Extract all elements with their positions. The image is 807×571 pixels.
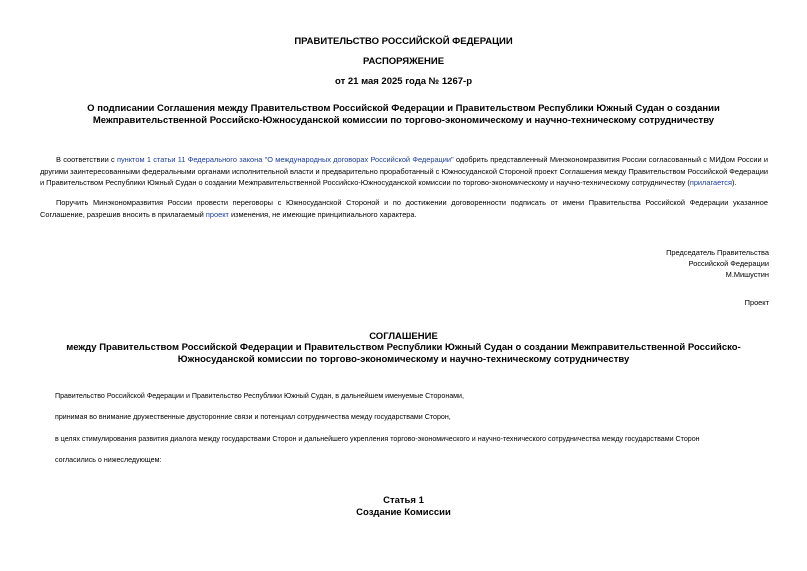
government-header: ПРАВИТЕЛЬСТВО РОССИЙСКОЙ ФЕДЕРАЦИИ: [294, 36, 513, 47]
paragraph-1: [40, 154, 768, 189]
agreement-preamble-1: Правительство Российской Федерации и Правительство Республики Южный Судан, в дальнейшем именуемые Сторонами,: [55, 392, 464, 400]
paragraph-2-text-a: Поручить Минэкономразвития России провести переговоры с Южносуданской Стороной и по достижении договоренности подписать от имени Правительства Российской Федерации указанное Соглашение, разрешив вносить в прилагаемый: [40, 198, 768, 219]
article-1-number: Статья 1: [383, 495, 424, 506]
document-date-number: от 21 мая 2025 года № 1267-р: [335, 76, 472, 87]
paragraph-1-text-a: В соответствии с: [56, 155, 117, 164]
paragraph-1-text-c: ).: [731, 178, 737, 187]
signature-line-1: Председатель Правительства: [666, 248, 769, 257]
signature-line-3: М.Мишустин: [725, 270, 769, 279]
signature-block: [569, 247, 769, 280]
signature-line-2: Российской Федерации: [688, 259, 769, 268]
article-1-title: Создание Комиссии: [356, 507, 451, 518]
agreement-preamble-3: в целях стимулирования развития диалога между государствами Сторон и дальнейшего укрепления торгово-экономического и научно-технического сотрудничества между государствами Сторон: [55, 435, 700, 443]
agreement-preamble-4: согласились о нижеследующем:: [55, 456, 162, 464]
agreement-preamble-2: принимая во внимание дружественные двусторонние связи и потенциал сотрудничества между государствами Сторон,: [55, 413, 451, 421]
agreement-heading: СОГЛАШЕНИЕ: [369, 331, 438, 342]
paragraph-2-text-b: изменения, не имеющие принципиального характера.: [228, 209, 417, 219]
draft-link[interactable]: проект: [205, 209, 229, 219]
federal-law-link[interactable]: пунктом 1 статьи 11 Федерального закона "О международных договорах Российской Федерации": [116, 155, 454, 164]
document-type: РАСПОРЯЖЕНИЕ: [362, 56, 445, 67]
paragraph-1-text-b: одобрить представленный Минэкономразвития России согласованный с МИДом России и другими заинтересованными федеральными органами исполнительной власти и предварительно проработанный с Южносуданской Стороной проект Соглашения между Правительством Российской Федерации и Правительством Республики Южный Судан о создании Межправительственной Российско-Южносуданской комиссии по торгово-экономическому и научно-техническому сотрудничеству (: [40, 155, 769, 187]
document-title: О подписании Соглашения между Правительством Российской Федерации и Правительством Республики Южный Судан о создании Межправительственной Российско-Южносуданской комиссии по торгово-экономическому и научно-техническому сотрудничеству: [87, 103, 720, 126]
attachment-link[interactable]: прилагается: [689, 178, 732, 187]
paragraph-2: [40, 197, 768, 220]
agreement-title: между Правительством Российской Федерации и Правительством Республики Южный Судан о создании Межправительственной Российско-Южносуданской комиссии по торгово-экономическому и научно-техническому сотрудничеству: [66, 342, 741, 365]
draft-label: Проект: [744, 298, 769, 307]
